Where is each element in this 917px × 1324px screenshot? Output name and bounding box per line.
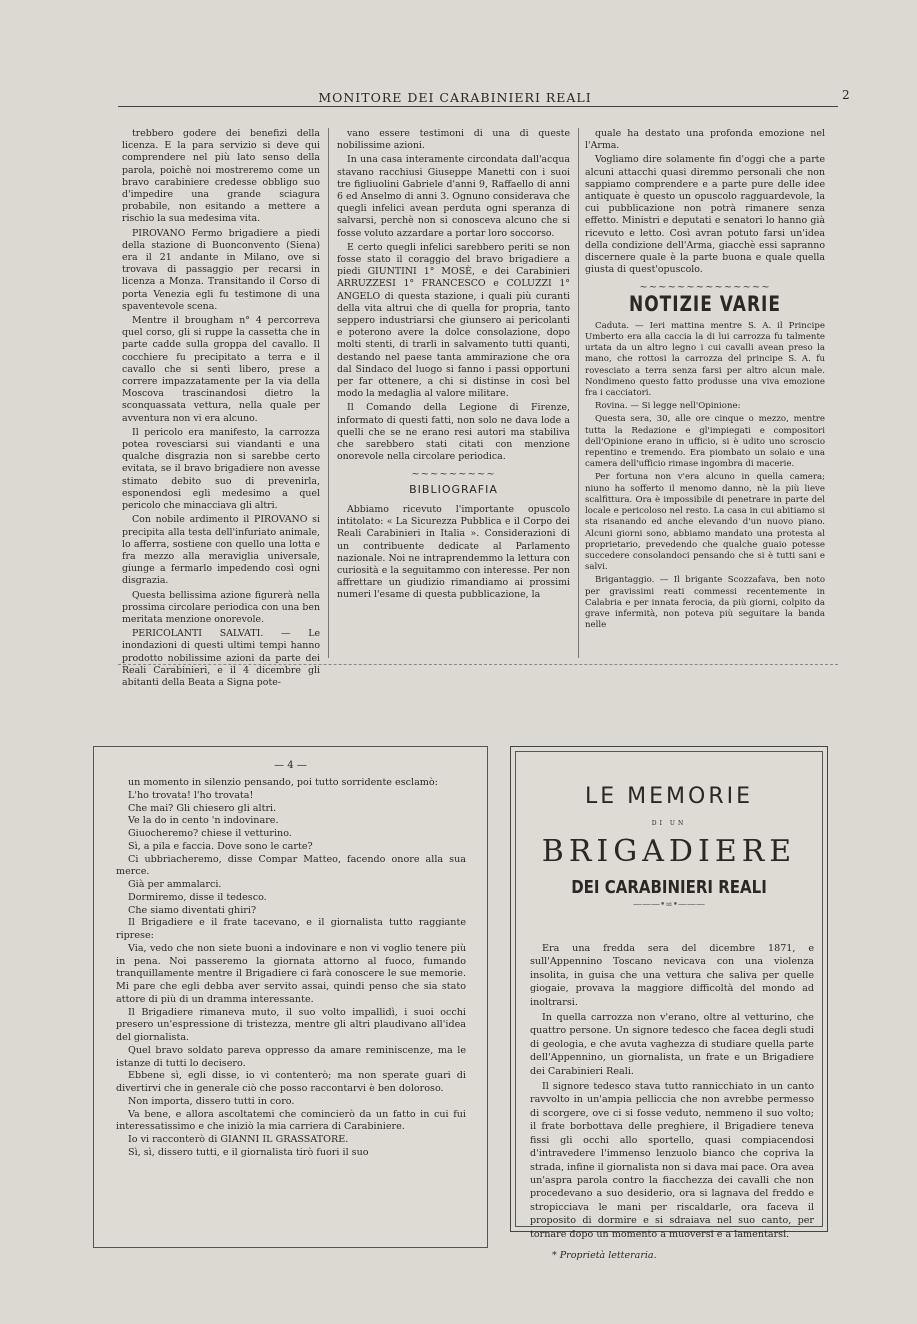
text-line: Che siamo diventati ghiri?: [128, 904, 257, 916]
text-line: L'ho trovata! l'ho trovata!: [128, 789, 254, 801]
masthead-title: MONITORE DEI CARABINIERI REALI: [318, 90, 592, 105]
text-line: Sì, a pila e faccia. Dove sono le carte?: [128, 840, 313, 852]
text-line: Dormiremo, disse il tedesco.: [128, 891, 267, 903]
paragraph: Mentre il brougham n° 4 percorreva quel corso, gli si ruppe la cassetta che in parte cadde sulla groppa del cavallo. Il cocchiere fu precipitato a terra e il cavallo che si sentì libero, prese a correre impazzatamente per la via della Moscova trascinandosi dietro la sconquassata vettura, nella quale per avventura non vi era alcuno.: [122, 315, 320, 424]
news-item: Rovina. — Si legge nell'Opinione:: [595, 401, 741, 412]
text-line: Già per ammalarci.: [128, 879, 222, 890]
column-1: [122, 128, 320, 688]
paragraph: Abbiamo ricevuto l'importante opuscolo intitolato: « La Sicurezza Pubblica e il Corpo dei Reali Carabinieri in Italia ». Considerazioni di un contribuente dedicate al Parlamento nazionale. Noi ne intraprendemmo la lettura con curiosità e la seguitammo con interesse. Per non affrettare un giudizio rimandiamo ai prossimi numeri l'esame di questa pubblicazione, la: [337, 503, 570, 601]
feuilleton-title-carabinieri: DEI CARABINIERI REALI: [571, 876, 767, 898]
text-line: Ebbene sì, egli disse, io vi contenterò; ma non sperate guari di divertirvi che in generale ciò che posso raccontarvi è ben doloroso.: [116, 1070, 466, 1094]
cut-line: [118, 664, 838, 665]
paragraph: Il Comando della Legione di Firenze, informato di questi fatti, non solo ne dava lode a quelli che se ne erano resi autori ma stabiliva che sarebbero stati citati con menzione onorevole nella circolare periodica.: [337, 402, 570, 463]
bibliografia-heading: BIBLIOGRAFIA: [409, 482, 498, 496]
feuilleton-title-brigadiere: BRIGADIERE: [541, 834, 797, 869]
header-rule: [118, 106, 838, 107]
paragraph: Il pericolo era manifesto, la carrozza potea rovesciarsi sui viandanti e una qualche disgrazia non si sarebbe certo evitata, se il bravo brigadiere non avesse stimato debito suo di prevenirla, esponendosi egli medesimo a quel pericolo che minacciava gli altri.: [122, 426, 320, 512]
column-2: [337, 128, 570, 658]
feuilleton-page-right: [510, 746, 828, 1240]
text-line: Ci ubbriacheremo, disse Compar Matteo, facendo onore alla sua merce.: [116, 853, 466, 878]
text-line: Io vi racconterò di GIANNI IL GRASSATORE.: [128, 1134, 349, 1145]
page-number: 2: [842, 88, 850, 102]
paragraph: PIROVANO Fermo brigadiere a piedi della stazione di Buonconvento (Siena) era il 21 andante in Milano, ove si trovava di passaggio per recarsi in licenza a Monza. Transitando il Corso di porta Venezia egli fu testimone di una spaventevole scena.: [122, 227, 320, 312]
news-item: Per fortuna non v'era alcuno in quella camera; niuno ha sofferto il menomo danno, nè la più lieve scalfittura. Ora è impossibile di penetrare in parte del locale e pericoloso nel resto. La casa in cui abitiamo si sta risanando ed anche elevando d'un nuovo piano. Alcuni giorni sono, abbiamo mandato una protesta al proprietario, prevedendo che qualche guaio potesse succedere consolandoci pensando che si è tutti sani e salvi.: [585, 472, 825, 573]
text-line: Giuocheremo? chiese il vetturino.: [128, 828, 292, 839]
paragraph: In quella carrozza non v'erano, oltre al vetturino, che quattro persone. Un signore tedesco che facea degli studi di geologia, e che avuta vaghezza di studiare quella parte dell'Appennino, un giornalista, un frate e un Brigadiere dei Carabinieri Reali.: [530, 1012, 814, 1077]
text-line: Sì, sì, dissero tutti, e il giornalista tirò fuori il suo: [128, 1146, 369, 1158]
paragraph: vano essere testimoni di una di queste nobilissime azioni.: [337, 128, 570, 152]
notizie-varie-heading: NOTIZIE VARIE: [629, 292, 781, 318]
footnote: * Proprietà letteraria.: [552, 1250, 657, 1261]
paragraph: Il signore tedesco stava tutto rannicchiato in un canto ravvolto in un'ampia pelliccia che non avrebbe permesso di scorgere, ove ci si fosse veduto, nemmeno il suo volto; il frate borbottava delle preghiere, il Brigadiere teneva fissi gli occhi allo sportello, quasi compiacendosi d'intravedere l'immenso lenzuolo bianco che copriva la strada, infine il giornalista non si dava mai pace. Ora avea un'aspra parola contro la fiacchezza dei cavalli che non procedevano a suo desiderio, ora si lagnava del freddo e stropicciava le mani per riscaldarle, ora faceva il proposito di dormire e si sdraiava nel suo canto, per tornare dopo un momento a muoversi e a lamentarsi.: [530, 1081, 814, 1240]
paragraph: E certo quegli infelici sarebbero periti se non fosse stato il coraggio del bravo brigadiere a piedi GIUNTINI 1° MOSÈ, e dei Carabinieri ARRUZZESI 1° FRANCESCO e COLUZZI 1° ANGELO di questa stazione, i quali più curanti della vita altrui che di quella for propria, tanto seppero industriarsi che giunsero ai pericolanti e poterono avere la dolce consolazione, dopo molti stenti, di trarli in salvamento tutti quanti, destando nel paese tanta ammirazione che ora dal Sindaco del luogo si fanno i passi opportuni per far ottenere, a chi si distinse in così bel modo la medaglia al valore militare.: [337, 241, 570, 400]
text-line: Quel bravo soldato pareva oppresso da amare reminiscenze, ma le istanze di tutti lo decisero.: [116, 1044, 466, 1069]
text-line: un momento in silenzio pensando, poi tutto sorridente esclamò:: [128, 777, 438, 788]
feuilleton-text: [530, 942, 814, 1243]
news-item: Caduta. — Ieri mattina mentre S. A. il Principe Umberto era alla caccia la di lui carrozza fu talmente urtata da un altro legno i cui cavalli avean preso la mano, che rottosi la carrozza del principe S. A. fu rovesciato a terra senza farsi per altro alcun male. Nondimeno questo fatto produsse una viva emozione fra i cacciatori.: [585, 320, 825, 399]
news-item: Questa sera, 30, alle ore cinque o mezzo, mentre tutta la Redazione e gl'impiegati e compositori dell'Opinione erano in ufficio, si è udito uno scroscio repentino e tremendo. Era piombato un solaio e una camera dell'ufficio rimase ingombra di macerie.: [585, 414, 825, 470]
feuilleton-title: LE MEMORIE: [584, 784, 753, 809]
ornament-divider: ———•∞•———: [632, 900, 706, 910]
text-line: Il Brigadiere rimaneva muto, il suo volto impallidì, i suoi occhi presero un'espressione di tristezza, mentre gli altri plaudivano all'idea del giornalista.: [116, 1006, 466, 1043]
feuilleton-page-left: [93, 746, 488, 1248]
text-line: Ve la do in cento 'n indovinare.: [128, 815, 279, 827]
text-line: Va bene, e allora ascoltatemi che comincierò da un fatto in cui fui interessatissimo e che iniziò la mia carriera di Carabiniere.: [116, 1108, 466, 1133]
paragraph: trebbero godere dei benefizi della licenza. E la para servizio si deve qui comprendere nel più lato senso della parola, poichè noi mostreremo come un bravo carabiniere credesse obbligo suo d'impedire una grande sciagura probabile, non esitando a mettere a rischio la sua medesima vita.: [122, 128, 320, 225]
paragraph: Era una fredda sera del dicembre 1871, e sull'Appennino Toscano nevicava con una violenza insolita, in guisa che una vettura che saliva per quelle giogaie, provava la maggiore difficoltà del mondo ad inoltrarsi.: [530, 943, 814, 1008]
paragraph: Questa bellissima azione figurerà nella prossima circolare periodica con una ben meritata menzione onorevole.: [122, 589, 320, 625]
paragraph: In una casa interamente circondata dall'acqua stavano racchiusi Giuseppe Manetti con i suoi tre figliuolini Gabriele d'anni 9, Raffaello di anni 6 ed Anselmo di anni 3. Ognuno considerava che quegli infelici avean perduta ogni speranza di salvarsi, perchè non si conosceva alcuno che si fosse voluto azzardare a portar loro soccorso.: [337, 154, 570, 239]
paragraph: Vogliamo dire solamente fin d'oggi che a parte alcuni attacchi quasi diremmo personali che non sappiamo comprendere e a parte pure delle idee antiquate è questo un opuscolo ragguardevole, la cui pubblicazione non potrà rimanere senza effetto. Ministri e deputati e senatori lo hanno già ricevuto e letto. Così avran potuto farsi un'idea della condizione dell'Arma, giacchè essi sapranno discernere quale è la parte buona e quale quella giusta di quest'opuscolo.: [585, 154, 825, 276]
text-line: Che mai? Gli chiesero gli altri.: [128, 802, 277, 814]
news-item: Brigantaggio. — Il brigante Scozzafava, ben noto per gravissimi reati commessi recentemente in Calabria e per innata ferocia, da più giorni, colpito da grave infermità, non poteva più seguitare la banda nelle: [585, 575, 825, 631]
feuilleton-text: [116, 777, 466, 1160]
paragraph: PERICOLANTI SALVATI. — Le inondazioni di questi ultimi tempi hanno prodotto nobilissime azioni da parte dei Reali Carabinieri, e il 4 dicembre gli abitanti della Beata a Signa pote-: [122, 628, 320, 688]
column-3: [585, 128, 825, 658]
ornament-divider: ~~~~~~~~~~~~~~: [639, 282, 771, 294]
paragraph: quale ha destato una profonda emozione nel l'Arma.: [585, 128, 825, 152]
feuilleton-frame: [515, 751, 823, 1240]
text-line: Il Brigadiere e il frate tacevano, e il giornalista tutto raggiante riprese:: [116, 917, 466, 941]
paragraph: Con nobile ardimento il PIROVANO si precipita alla testa dell'infuriato animale, lo afferra, sostiene con quello una lotta e fra mezzo alla meraviglia universale, giunge a fermarlo impedendo così ogni disgrazia.: [122, 514, 320, 587]
text-line: Via, vedo che non siete buoni a indovinare e non vi voglio tenere più in pena. Noi passeremo la giornata attorno al fuoco, fumando tranquillamente mentre il Brigadiere ci farà conoscere le sue memorie. Mi pare che egli debba aver servito assai, quindi penso che sia stato attore di più di un dramma interessante.: [116, 942, 466, 1005]
ornament-divider: ~~~~~~~~~: [411, 469, 496, 481]
feuilleton-title-di: DI UN: [651, 820, 687, 827]
column-divider: [328, 128, 329, 658]
column-divider: [578, 128, 579, 658]
text-line: Non importa, dissero tutti in coro.: [128, 1095, 295, 1107]
feuilleton-page-marker: — 4 —: [274, 760, 307, 771]
